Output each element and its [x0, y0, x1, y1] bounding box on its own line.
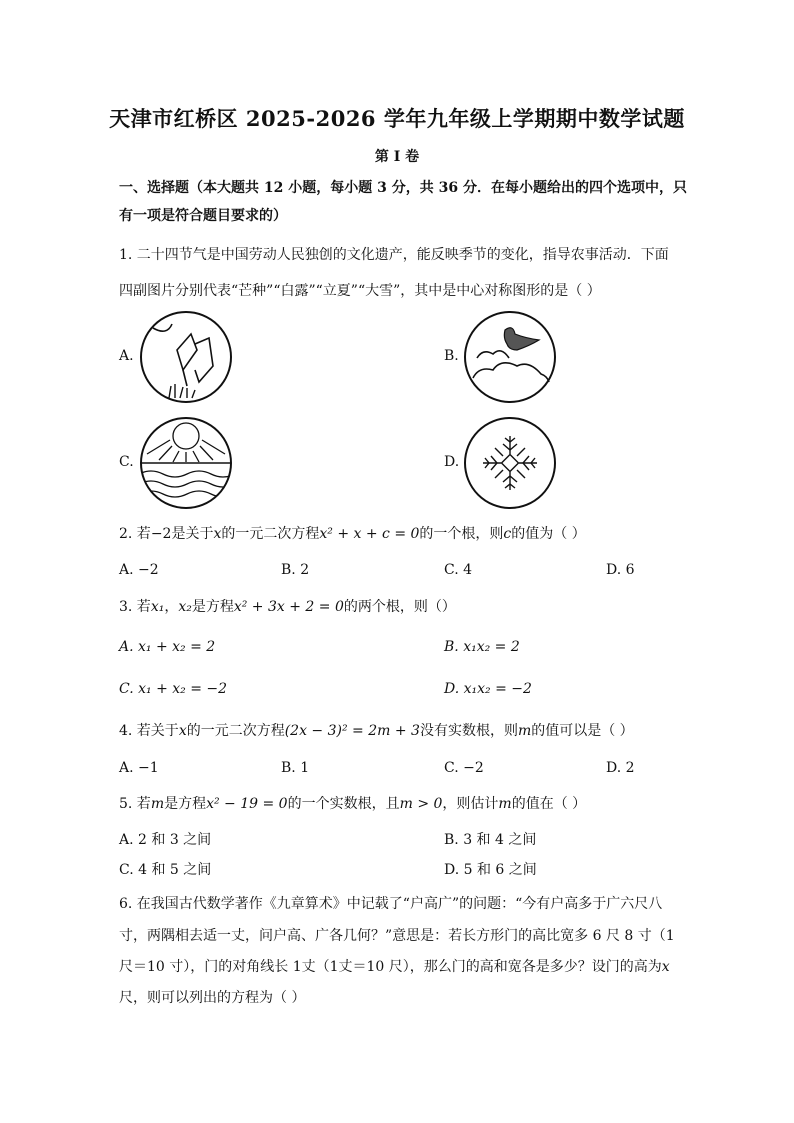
q4-option-d: D. 2 [606, 760, 635, 776]
q6-line2: 寸，两隅相去适一丈，问户高、广各几何？”意思是：若长方形门的高比宽多 6 尺 8 寸（1 [119, 928, 675, 944]
q5-stem-d: ，则估计 [442, 796, 499, 812]
q2-var-c: c [503, 526, 512, 542]
q5-var-m: m [150, 796, 165, 812]
q3-option-a: A. x₁ + x₂ = 2 [119, 639, 216, 655]
q5-condition: m > 0 [399, 796, 443, 812]
q3-option-b: B. x₁x₂ = 2 [444, 639, 520, 655]
q1-option-a-label: A. [119, 348, 134, 364]
q2-option-c: C. 4 [444, 562, 473, 578]
q2-stem-d: 的一个根，则 [419, 526, 504, 542]
figure-b-bailu [463, 310, 557, 404]
volume-label: 第 I 卷 [374, 149, 420, 165]
q2-option-d: D. 6 [606, 562, 635, 578]
figure-d-daxue [463, 416, 557, 510]
q3-option-d: D. x₁x₂ = −2 [444, 681, 532, 697]
q1-option-b-label: B. [444, 348, 459, 364]
q2-option-b: B. 2 [281, 562, 310, 578]
figure-c-lixia [139, 416, 233, 510]
q3-stem-c: 的两个根，则（） [343, 599, 456, 615]
q1-option-d-label: D. [444, 454, 460, 470]
q4-var-x: x [178, 723, 187, 739]
q3-x1: x₁ [150, 599, 165, 615]
section-heading-line1: 一、选择题（本大题共 12 小题，每小题 3 分，共 36 分．在每小题给出的四个选项中，只 [119, 180, 687, 196]
section-heading-line2: 有一项是符合题目要求的） [119, 208, 287, 224]
q3-x2: x₂ [178, 599, 192, 615]
q2-stem-b: 是关于 [171, 526, 214, 542]
q2-root-value: −2 [150, 526, 172, 542]
q3-stem-a: 3. 若 [119, 599, 151, 615]
q3-stem-b: 是方程 [191, 599, 234, 615]
q5-option-c: C. 4 和 5 之间 [119, 862, 212, 878]
q5-stem-e: 的值在（ ） [511, 796, 587, 812]
q6-line3-wrap [119, 957, 670, 977]
q1-line1: 1. 二十四节气是中国劳动人民独创的文化遗产，能反映季节的变化，指导农事活动．下面 [119, 247, 669, 263]
q2-var-x: x [213, 526, 222, 542]
q3-equation: x² + 3x + 2 = 0 [233, 599, 344, 615]
q2-stem-c: 的一元二次方程 [221, 526, 320, 542]
q5-option-b: B. 3 和 4 之间 [444, 832, 537, 848]
page-title: 天津市红桥区 2025-2026 学年九年级上学期期中数学试题 [109, 106, 685, 131]
q2-option-a: A. −2 [119, 562, 159, 578]
q3-stem [119, 597, 456, 617]
q2-equation: x² + x + c = 0 [319, 526, 420, 542]
q1-line2: 四副图片分别代表“芒种”“白露”“立夏”“大雪”，其中是中心对称图形的是（ ） [119, 283, 601, 299]
q2-stem [119, 524, 586, 544]
q6-line4: 尺，则可以列出的方程为（ ） [119, 990, 306, 1006]
q5-var-m2: m [498, 796, 512, 812]
q5-stem-c: 的一个实数根，且 [287, 796, 400, 812]
q5-stem-b: 是方程 [164, 796, 207, 812]
q5-equation: x² − 19 = 0 [206, 796, 288, 812]
q5-option-d: D. 5 和 6 之间 [444, 862, 537, 878]
q6-var-x: x [661, 959, 670, 975]
q4-option-c: C. −2 [444, 760, 484, 776]
q3-option-c: C. x₁ + x₂ = −2 [119, 681, 228, 697]
q4-option-a: A. −1 [119, 760, 159, 776]
q4-var-m: m [517, 723, 532, 739]
q4-stem-d: 的值可以是（ ） [531, 723, 634, 739]
q1-option-c-label: C. [119, 454, 134, 470]
figure-a-mangzhong [139, 310, 233, 404]
q4-stem-a: 4. 若关于 [119, 723, 179, 739]
q4-stem-b: 的一元二次方程 [186, 723, 285, 739]
q5-stem [119, 794, 586, 814]
q6-line1: 6. 在我国古代数学著作《九章算术》中记载了“户高广”的问题：“今有户高多于广六尺八 [119, 896, 663, 912]
q6-line3: 尺＝10 寸），门的对角线长 1丈（1丈＝10 尺），那么门的高和宽各是多少？设门的高为 [119, 959, 662, 975]
q4-option-b: B. 1 [281, 760, 310, 776]
q4-stem [119, 721, 634, 741]
q5-option-a: A. 2 和 3 之间 [119, 832, 212, 848]
q4-equation: (2x − 3)² = 2m + 3 [284, 723, 420, 739]
q5-stem-a: 5. 若 [119, 796, 151, 812]
q3-sep: ， [164, 599, 179, 615]
q4-stem-c: 没有实数根，则 [419, 723, 518, 739]
q2-stem-e: 的值为（ ） [511, 526, 586, 542]
q2-stem-a: 2. 若 [119, 526, 151, 542]
